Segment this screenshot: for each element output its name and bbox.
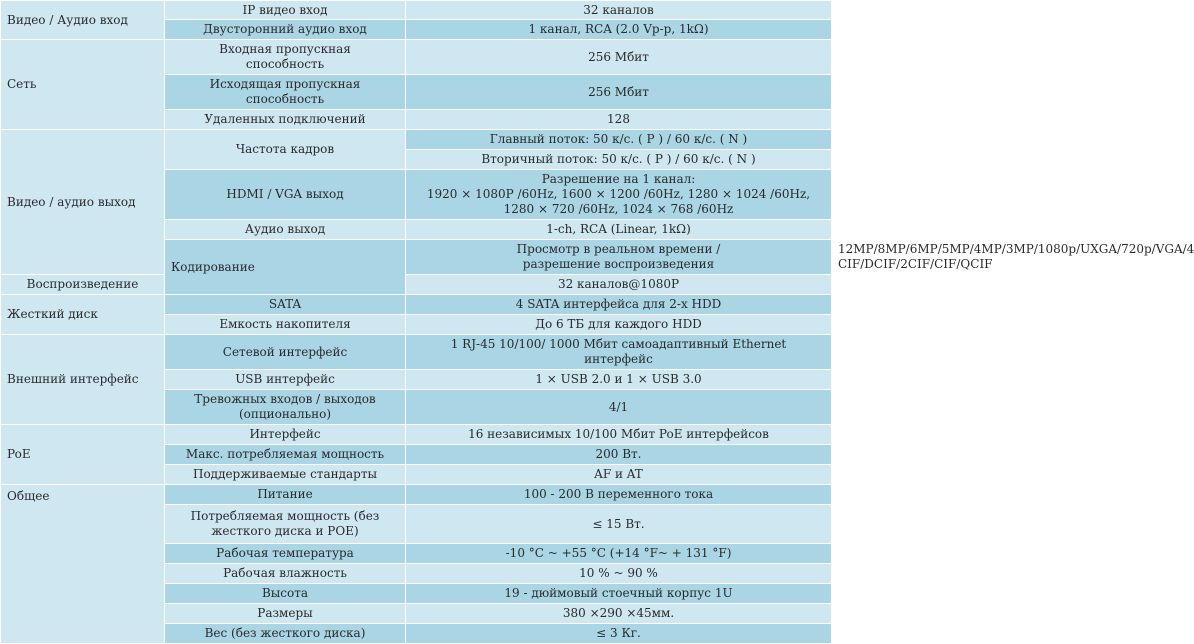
group-network: Сеть (1, 40, 165, 130)
param-value: До 6 ТБ для каждого HDD (406, 315, 832, 335)
param-value: 380 ×290 ×45мм. (406, 604, 832, 624)
table-row (1, 485, 832, 505)
table-row (1, 425, 832, 445)
table-row (1, 1, 832, 20)
table-row (1, 335, 832, 370)
param-value: Главный поток: 50 к/с. ( P ) / 60 к/с. ( N ) (406, 130, 832, 150)
group-video-audio-out: Видео / аудио выход (1, 130, 165, 275)
param-label: USB интерфейс (165, 370, 406, 390)
param-label: Вес (без жесткого диска) (165, 624, 406, 644)
param-label: Емкость накопителя (165, 315, 406, 335)
param-label: Поддерживаемые стандарты (165, 465, 406, 485)
param-value: 32 каналов@1080P (406, 275, 832, 295)
param-label: Размеры (165, 604, 406, 624)
group-coding: Кодирование (165, 240, 406, 295)
param-value: Вторичный поток: 50 к/с. ( P ) / 60 к/с. ( N ) (406, 150, 832, 170)
param-value: 256 Мбит (406, 75, 832, 110)
param-value: -10 °C ~ +55 °C (+14 °F~ + 131 °F) (406, 544, 832, 564)
param-label: Потребляемая мощность (без жесткого диска и POE) (165, 505, 406, 544)
param-label: Интерфейс (165, 425, 406, 445)
group-hdd: Жесткий диск (1, 295, 165, 335)
param-value: 1-ch, RCA (Linear, 1kΩ) (406, 220, 832, 240)
param-label: Двусторонний аудио вход (165, 20, 406, 40)
param-label: SATA (165, 295, 406, 315)
param-label: Сетевой интерфейс (165, 335, 406, 370)
param-value: 256 Мбит (406, 40, 832, 75)
param-label: Частота кадров (165, 130, 406, 170)
param-label: Исходящая пропускная способность (165, 75, 406, 110)
param-value: 1 × USB 2.0 и 1 × USB 3.0 (406, 370, 832, 390)
param-value: AF и AT (406, 465, 832, 485)
param-label: Макс. потребляемая мощность (165, 445, 406, 465)
param-label: HDMI / VGA выход (165, 170, 406, 220)
param-value: 128 (406, 110, 832, 130)
param-label: Просмотр в реальном времени / разрешение воспроизведения (406, 240, 832, 275)
param-value: 4/1 (406, 390, 832, 425)
group-poe: PoE (1, 425, 165, 485)
param-label: Питание (165, 485, 406, 505)
param-label: IP видео вход (165, 1, 406, 20)
table-row: Кодирование Просмотр в реальном времени / разрешение воспроизведения 12MP/8MP/6MP/5MP/4MP/3MP/1080p/UXGA/720p/VGA/4 CIF/DCIF/2CIF/CIF/QCIF (1, 240, 832, 275)
param-label: Входная пропускная способность (165, 40, 406, 75)
param-value: 1 RJ-45 10/100/ 1000 Мбит самоадаптивный Ethernet интерфейс (406, 335, 832, 370)
param-label: Тревожных входов / выходов (опционально) (165, 390, 406, 425)
table-row (1, 130, 832, 150)
param-value: 10 % ~ 90 % (406, 564, 832, 584)
param-value: ≤ 15 Вт. (406, 505, 832, 544)
param-value: 100 - 200 В переменного тока (406, 485, 832, 505)
param-label: Высота (165, 584, 406, 604)
table-row (1, 275, 832, 295)
group-ext-interface: Внешний интерфейс (1, 335, 165, 425)
param-value: 200 Вт. (406, 445, 832, 465)
table-row (1, 295, 832, 315)
param-value: 1 канал, RCA (2.0 Vp-p, 1kΩ) (406, 20, 832, 40)
param-value: 32 каналов (406, 1, 832, 20)
group-video-audio-in: Видео / Аудио вход (1, 1, 165, 40)
param-value: 4 SATA интерфейса для 2-х HDD (406, 295, 832, 315)
param-value: ≤ 3 Кг. (406, 624, 832, 644)
group-general: Общее (1, 485, 165, 644)
param-label: Рабочая температура (165, 544, 406, 564)
param-label: Воспроизведение (1, 275, 165, 295)
param-value: 16 независимых 10/100 Мбит PoE интерфейсов (406, 425, 832, 445)
param-label: Рабочая влажность (165, 564, 406, 584)
table-row (1, 40, 832, 75)
param-label: Удаленных подключений (165, 110, 406, 130)
param-label: Аудио выход (165, 220, 406, 240)
param-value: Разрешение на 1 канал: 1920 × 1080P /60Hz, 1600 × 1200 /60Hz, 1280 × 1024 /60Hz, 1280 × 720 /60Hz, 1024 × 768 /60Hz (406, 170, 832, 220)
param-value: 19 - дюймовый стоечный корпус 1U (406, 584, 832, 604)
